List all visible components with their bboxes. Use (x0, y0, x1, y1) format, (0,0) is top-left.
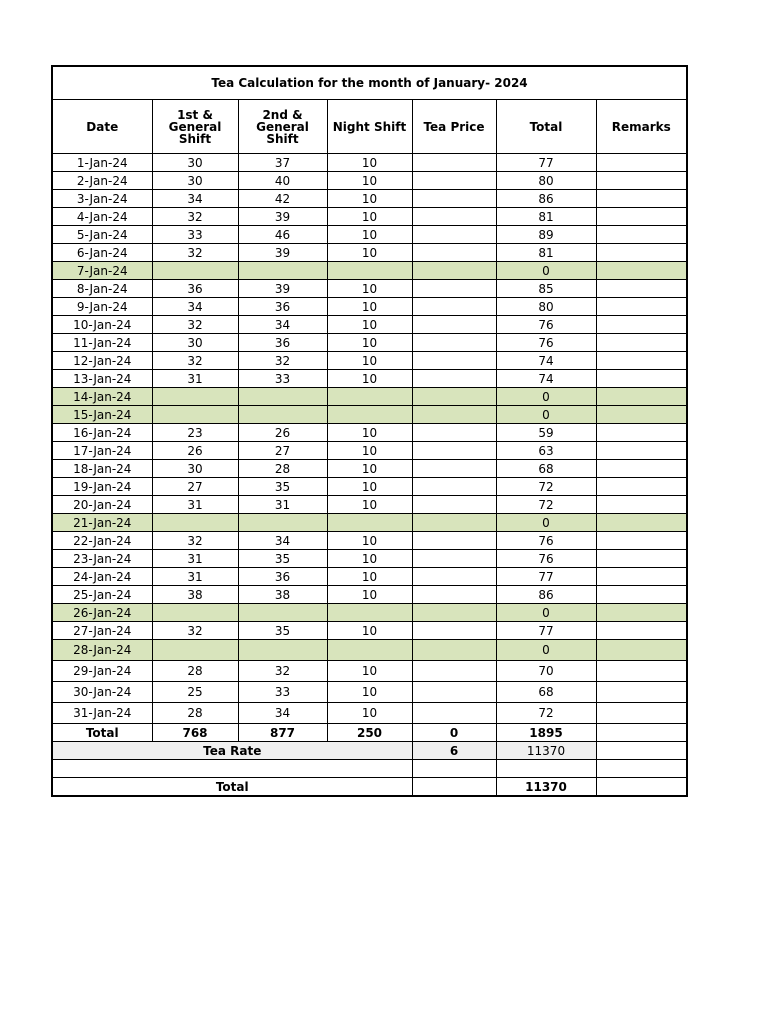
second-shift-cell: 32 (238, 661, 327, 682)
tea-price-cell (412, 496, 496, 514)
first-shift-cell: 38 (152, 586, 238, 604)
table-row (52, 172, 687, 190)
table-row (52, 424, 687, 442)
first-shift-cell: 31 (152, 568, 238, 586)
total-cell: 76 (496, 550, 596, 568)
remarks-cell (596, 406, 687, 424)
remarks-cell (596, 316, 687, 334)
first-shift-cell: 31 (152, 370, 238, 388)
tea-price-cell (412, 586, 496, 604)
total-cell: 89 (496, 226, 596, 244)
total-cell: 76 (496, 334, 596, 352)
remarks-cell (596, 622, 687, 640)
night-shift-cell: 10 (327, 298, 412, 316)
total-cell: 72 (496, 478, 596, 496)
second-shift-cell: 36 (238, 334, 327, 352)
tea-rate-remarks (596, 742, 687, 760)
grand-total-row (52, 778, 687, 797)
second-shift-cell: 36 (238, 298, 327, 316)
table-row (52, 334, 687, 352)
table-row (52, 622, 687, 640)
date-cell: 6-Jan-24 (52, 244, 152, 262)
table-row (52, 316, 687, 334)
first-shift-cell: 30 (152, 334, 238, 352)
date-cell: 25-Jan-24 (52, 586, 152, 604)
date-cell: 27-Jan-24 (52, 622, 152, 640)
tea-price-cell (412, 424, 496, 442)
first-shift-cell (152, 604, 238, 622)
date-cell: 23-Jan-24 (52, 550, 152, 568)
first-shift-cell (152, 406, 238, 424)
header-row (52, 100, 687, 154)
date-cell: 13-Jan-24 (52, 370, 152, 388)
date-cell: 29-Jan-24 (52, 661, 152, 682)
totals-total: 1895 (496, 724, 596, 742)
night-shift-cell: 10 (327, 190, 412, 208)
date-cell: 15-Jan-24 (52, 406, 152, 424)
remarks-cell (596, 661, 687, 682)
tea-price-cell (412, 478, 496, 496)
header-first-shift: 1st & General Shift (152, 100, 238, 154)
total-cell: 74 (496, 352, 596, 370)
table-row (52, 661, 687, 682)
total-cell: 72 (496, 703, 596, 724)
first-shift-cell: 26 (152, 442, 238, 460)
first-shift-cell: 32 (152, 208, 238, 226)
blank-cell (412, 760, 496, 778)
total-cell: 0 (496, 406, 596, 424)
table-row (52, 460, 687, 478)
remarks-cell (596, 514, 687, 532)
second-shift-cell: 35 (238, 622, 327, 640)
table-row (52, 568, 687, 586)
total-cell: 68 (496, 460, 596, 478)
remarks-cell (596, 190, 687, 208)
night-shift-cell: 10 (327, 586, 412, 604)
date-cell: 1-Jan-24 (52, 154, 152, 172)
header-remarks: Remarks (596, 100, 687, 154)
date-cell: 31-Jan-24 (52, 703, 152, 724)
first-shift-cell (152, 388, 238, 406)
second-shift-cell (238, 388, 327, 406)
table-row (52, 280, 687, 298)
tea-price-cell (412, 640, 496, 661)
date-cell: 28-Jan-24 (52, 640, 152, 661)
night-shift-cell: 10 (327, 568, 412, 586)
date-cell: 21-Jan-24 (52, 514, 152, 532)
total-cell: 68 (496, 682, 596, 703)
date-cell: 26-Jan-24 (52, 604, 152, 622)
second-shift-cell (238, 514, 327, 532)
tea-price-cell (412, 190, 496, 208)
first-shift-cell: 30 (152, 154, 238, 172)
tea-price-cell (412, 550, 496, 568)
date-cell: 16-Jan-24 (52, 424, 152, 442)
second-shift-cell (238, 406, 327, 424)
remarks-cell (596, 586, 687, 604)
second-shift-cell: 27 (238, 442, 327, 460)
first-shift-cell (152, 262, 238, 280)
night-shift-cell: 10 (327, 496, 412, 514)
tea-price-cell (412, 661, 496, 682)
second-shift-cell (238, 262, 327, 280)
tea-price-cell (412, 682, 496, 703)
first-shift-cell: 23 (152, 424, 238, 442)
remarks-cell (596, 604, 687, 622)
total-cell: 86 (496, 586, 596, 604)
second-shift-cell: 42 (238, 190, 327, 208)
first-shift-cell: 34 (152, 190, 238, 208)
remarks-cell (596, 568, 687, 586)
remarks-cell (596, 478, 687, 496)
blank-cell (596, 760, 687, 778)
second-shift-cell: 26 (238, 424, 327, 442)
total-cell: 0 (496, 388, 596, 406)
blank-cell (496, 760, 596, 778)
remarks-cell (596, 280, 687, 298)
tea-price-cell (412, 568, 496, 586)
header-night-shift: Night Shift (327, 100, 412, 154)
totals-label: Total (52, 724, 152, 742)
night-shift-cell: 10 (327, 172, 412, 190)
header-total: Total (496, 100, 596, 154)
date-cell: 30-Jan-24 (52, 682, 152, 703)
night-shift-cell: 10 (327, 208, 412, 226)
second-shift-cell: 37 (238, 154, 327, 172)
remarks-cell (596, 640, 687, 661)
table-row (52, 478, 687, 496)
total-cell: 80 (496, 298, 596, 316)
second-shift-cell: 34 (238, 316, 327, 334)
remarks-cell (596, 550, 687, 568)
night-shift-cell: 10 (327, 154, 412, 172)
totals-night-shift: 250 (327, 724, 412, 742)
header-date: Date (52, 100, 152, 154)
date-cell: 3-Jan-24 (52, 190, 152, 208)
tea-price-cell (412, 262, 496, 280)
second-shift-cell: 33 (238, 682, 327, 703)
tea-price-cell (412, 316, 496, 334)
night-shift-cell (327, 640, 412, 661)
total-cell: 59 (496, 424, 596, 442)
tea-price-cell (412, 208, 496, 226)
first-shift-cell: 32 (152, 244, 238, 262)
night-shift-cell (327, 514, 412, 532)
night-shift-cell: 10 (327, 424, 412, 442)
total-cell: 81 (496, 244, 596, 262)
date-cell: 4-Jan-24 (52, 208, 152, 226)
night-shift-cell: 10 (327, 478, 412, 496)
date-cell: 18-Jan-24 (52, 460, 152, 478)
remarks-cell (596, 682, 687, 703)
total-cell: 77 (496, 622, 596, 640)
total-cell: 72 (496, 496, 596, 514)
tea-price-cell (412, 370, 496, 388)
total-cell: 76 (496, 316, 596, 334)
date-cell: 2-Jan-24 (52, 172, 152, 190)
holiday-row (52, 640, 687, 661)
second-shift-cell: 38 (238, 586, 327, 604)
table-row (52, 208, 687, 226)
remarks-cell (596, 442, 687, 460)
first-shift-cell: 34 (152, 298, 238, 316)
night-shift-cell: 10 (327, 352, 412, 370)
date-cell: 8-Jan-24 (52, 280, 152, 298)
total-cell: 85 (496, 280, 596, 298)
second-shift-cell (238, 640, 327, 661)
table-row (52, 226, 687, 244)
second-shift-cell: 33 (238, 370, 327, 388)
remarks-cell (596, 334, 687, 352)
date-cell: 5-Jan-24 (52, 226, 152, 244)
tea-rate-row (52, 742, 687, 760)
night-shift-cell: 10 (327, 316, 412, 334)
remarks-cell (596, 460, 687, 478)
night-shift-cell: 10 (327, 226, 412, 244)
remarks-cell (596, 352, 687, 370)
remarks-cell (596, 226, 687, 244)
remarks-cell (596, 154, 687, 172)
date-cell: 11-Jan-24 (52, 334, 152, 352)
night-shift-cell: 10 (327, 280, 412, 298)
second-shift-cell: 36 (238, 568, 327, 586)
night-shift-cell (327, 406, 412, 424)
tea-price-cell (412, 406, 496, 424)
daily-rows (52, 154, 687, 724)
date-cell: 22-Jan-24 (52, 532, 152, 550)
second-shift-cell: 34 (238, 703, 327, 724)
tea-price-cell (412, 154, 496, 172)
second-shift-cell: 39 (238, 244, 327, 262)
second-shift-cell: 39 (238, 280, 327, 298)
remarks-cell (596, 703, 687, 724)
first-shift-cell: 30 (152, 460, 238, 478)
tea-price-cell (412, 532, 496, 550)
first-shift-cell: 27 (152, 478, 238, 496)
table-row (52, 703, 687, 724)
date-cell: 14-Jan-24 (52, 388, 152, 406)
date-cell: 17-Jan-24 (52, 442, 152, 460)
tea-price-cell (412, 514, 496, 532)
tea-price-cell (412, 352, 496, 370)
totals-second-shift: 877 (238, 724, 327, 742)
blank-row (52, 760, 687, 778)
header-second-shift: 2nd & General Shift (238, 100, 327, 154)
date-cell: 10-Jan-24 (52, 316, 152, 334)
remarks-cell (596, 298, 687, 316)
night-shift-cell (327, 388, 412, 406)
night-shift-cell: 10 (327, 334, 412, 352)
table-row (52, 586, 687, 604)
tea-price-cell (412, 298, 496, 316)
night-shift-cell: 10 (327, 460, 412, 478)
remarks-cell (596, 244, 687, 262)
first-shift-cell: 32 (152, 622, 238, 640)
first-shift-cell: 36 (152, 280, 238, 298)
second-shift-cell: 39 (238, 208, 327, 226)
remarks-cell (596, 208, 687, 226)
tea-price-cell (412, 280, 496, 298)
grand-total-value: 11370 (496, 778, 596, 797)
remarks-cell (596, 388, 687, 406)
second-shift-cell: 35 (238, 550, 327, 568)
first-shift-cell: 25 (152, 682, 238, 703)
table-row (52, 298, 687, 316)
table-row (52, 190, 687, 208)
tea-price-cell (412, 226, 496, 244)
tea-price-cell (412, 334, 496, 352)
table-row (52, 244, 687, 262)
holiday-row (52, 514, 687, 532)
holiday-row (52, 406, 687, 424)
table-row (52, 370, 687, 388)
first-shift-cell: 32 (152, 532, 238, 550)
totals-row (52, 724, 687, 742)
table-row (52, 352, 687, 370)
second-shift-cell: 34 (238, 532, 327, 550)
remarks-cell (596, 532, 687, 550)
tea-price-cell (412, 622, 496, 640)
tea-price-cell (412, 244, 496, 262)
night-shift-cell: 10 (327, 442, 412, 460)
date-cell: 9-Jan-24 (52, 298, 152, 316)
totals-first-shift: 768 (152, 724, 238, 742)
night-shift-cell: 10 (327, 682, 412, 703)
first-shift-cell: 28 (152, 661, 238, 682)
night-shift-cell (327, 604, 412, 622)
remarks-cell (596, 424, 687, 442)
second-shift-cell: 28 (238, 460, 327, 478)
date-cell: 7-Jan-24 (52, 262, 152, 280)
first-shift-cell: 31 (152, 496, 238, 514)
total-cell: 0 (496, 262, 596, 280)
night-shift-cell: 10 (327, 550, 412, 568)
remarks-cell (596, 370, 687, 388)
holiday-row (52, 388, 687, 406)
night-shift-cell: 10 (327, 703, 412, 724)
total-cell: 0 (496, 640, 596, 661)
date-cell: 24-Jan-24 (52, 568, 152, 586)
table-row (52, 154, 687, 172)
tea-calculation-table (51, 65, 688, 797)
table-row (52, 550, 687, 568)
remarks-cell (596, 496, 687, 514)
tea-price-cell (412, 703, 496, 724)
night-shift-cell: 10 (327, 532, 412, 550)
first-shift-cell: 32 (152, 316, 238, 334)
date-cell: 20-Jan-24 (52, 496, 152, 514)
blank-cell (52, 760, 412, 778)
table-row (52, 682, 687, 703)
sheet-title: Tea Calculation for the month of January- 2024 (52, 66, 687, 100)
grand-total-price (412, 778, 496, 797)
grand-total-remarks (596, 778, 687, 797)
table-row (52, 442, 687, 460)
first-shift-cell: 31 (152, 550, 238, 568)
first-shift-cell: 28 (152, 703, 238, 724)
second-shift-cell: 46 (238, 226, 327, 244)
holiday-row (52, 604, 687, 622)
first-shift-cell: 33 (152, 226, 238, 244)
tea-rate-label: Tea Rate (52, 742, 412, 760)
first-shift-cell (152, 514, 238, 532)
tea-rate-total: 11370 (496, 742, 596, 760)
date-cell: 12-Jan-24 (52, 352, 152, 370)
first-shift-cell: 30 (152, 172, 238, 190)
tea-price-cell (412, 388, 496, 406)
table-row (52, 496, 687, 514)
second-shift-cell: 40 (238, 172, 327, 190)
second-shift-cell: 31 (238, 496, 327, 514)
totals-remarks (596, 724, 687, 742)
totals-tea-price: 0 (412, 724, 496, 742)
first-shift-cell (152, 640, 238, 661)
tea-price-cell (412, 460, 496, 478)
total-cell: 74 (496, 370, 596, 388)
second-shift-cell: 35 (238, 478, 327, 496)
total-cell: 80 (496, 172, 596, 190)
tea-rate-price: 6 (412, 742, 496, 760)
header-tea-price: Tea Price (412, 100, 496, 154)
date-cell: 19-Jan-24 (52, 478, 152, 496)
night-shift-cell (327, 262, 412, 280)
night-shift-cell: 10 (327, 622, 412, 640)
remarks-cell (596, 172, 687, 190)
total-cell: 81 (496, 208, 596, 226)
second-shift-cell (238, 604, 327, 622)
tea-price-cell (412, 172, 496, 190)
second-shift-cell: 32 (238, 352, 327, 370)
total-cell: 86 (496, 190, 596, 208)
total-cell: 77 (496, 568, 596, 586)
tea-price-cell (412, 442, 496, 460)
total-cell: 0 (496, 514, 596, 532)
night-shift-cell: 10 (327, 661, 412, 682)
night-shift-cell: 10 (327, 244, 412, 262)
night-shift-cell: 10 (327, 370, 412, 388)
total-cell: 70 (496, 661, 596, 682)
tea-price-cell (412, 604, 496, 622)
total-cell: 63 (496, 442, 596, 460)
total-cell: 76 (496, 532, 596, 550)
first-shift-cell: 32 (152, 352, 238, 370)
total-cell: 0 (496, 604, 596, 622)
grand-total-label: Total (52, 778, 412, 797)
holiday-row (52, 262, 687, 280)
remarks-cell (596, 262, 687, 280)
total-cell: 77 (496, 154, 596, 172)
table-row (52, 532, 687, 550)
